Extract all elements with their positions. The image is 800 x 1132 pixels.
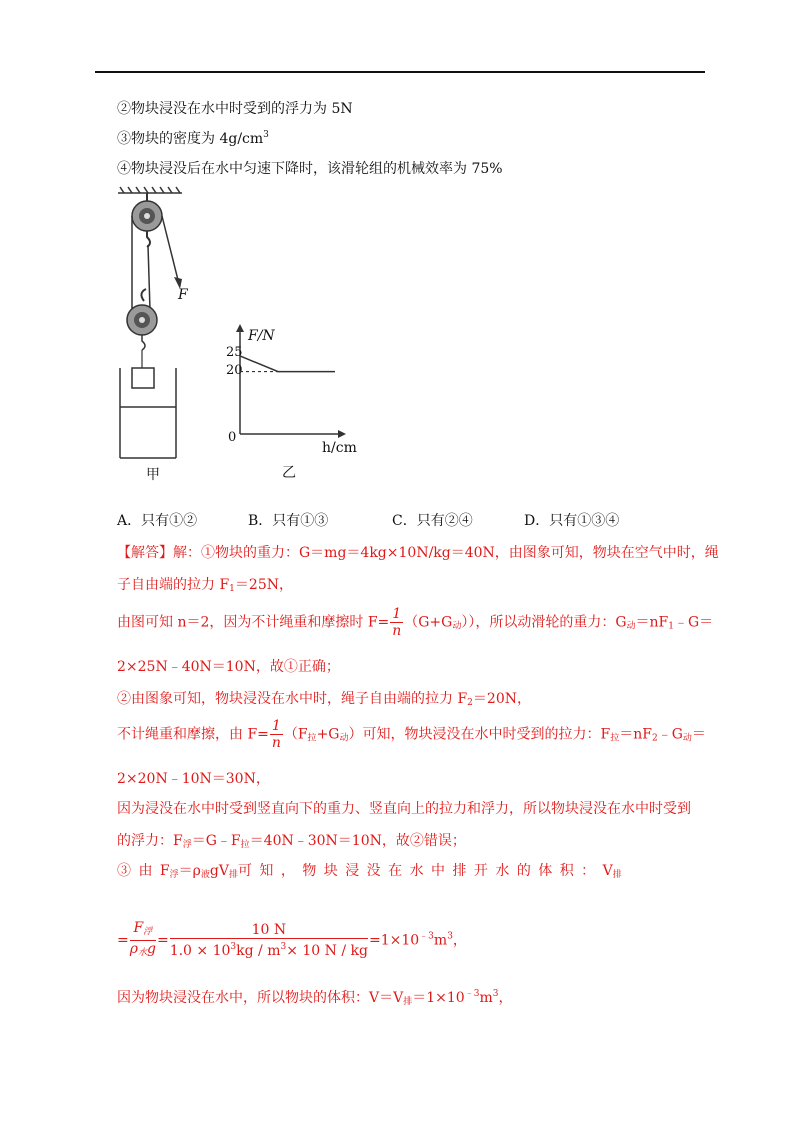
header-rule — [95, 71, 705, 73]
fixed-pulley — [132, 201, 162, 231]
pulley-figure — [110, 185, 210, 475]
option-a[interactable]: A．只有①② — [117, 513, 198, 529]
y-tick-25: 25 — [226, 345, 243, 360]
force-height-graph — [220, 322, 370, 462]
y-tick-20: 20 — [226, 363, 243, 378]
block — [132, 368, 154, 388]
answer-line-4: 2×25N﹣40N＝10N，故①正确； — [117, 659, 340, 675]
answer-line-3: 由图可知 n＝2，因为不计绳重和摩擦时 F= $\frac{1}{n}$ $(G+G_动)$），所以动滑轮的重力：$G_动=nF_1﹣G=$ — [117, 606, 714, 639]
y-axis — [236, 324, 244, 434]
statement-3: ③物块的密度为 $4g/cm^3$ — [117, 130, 269, 147]
answer-line-2: 子自由端的拉力 $F_1=25N$， — [117, 577, 293, 594]
movable-pulley — [127, 305, 157, 335]
answer-line-9: 的浮力：$F_浮=G﹣F_拉=40N﹣30N=10N$，故②错误； — [117, 833, 466, 850]
answer-line-1: 【解答】解：①物块的重力：G＝mg＝4kg×10N/kg＝40N，由图象可知，物块在空气中时，绳 — [117, 545, 719, 561]
series-line — [240, 356, 335, 372]
answer-line-8: 因为浸没在水中时受到竖直向下的重力、竖直向上的拉力和浮力，所以物块浸没在水中时受到 — [117, 801, 691, 817]
answer-line-7: 2×20N﹣10N＝30N， — [117, 771, 270, 787]
y-axis-label: F/N — [248, 328, 275, 344]
answer-line-6: 不计绳重和摩擦，由 F= $\frac{1}{n}$ $(F_拉+G_动)$可知，物块浸没在水中时受到的拉力：$F_拉=nF_2﹣G_动=$ — [117, 718, 706, 751]
x-axis — [240, 430, 346, 438]
force-label: F — [178, 287, 188, 303]
option-b[interactable]: B．只有①③ — [248, 513, 329, 529]
ceiling-hatch — [118, 187, 182, 193]
answer-line-12: 因为物块浸没在水中，所以物块的体积：$V=V_排=1\times 10^{﹣3}m^3$， — [117, 989, 513, 1007]
figure-caption-jia: 甲 — [146, 467, 160, 483]
answer-line-5: ②由图象可知，物块浸没在水中时，绳子自由端的拉力 $F_2=20N$， — [117, 691, 531, 708]
volume-equation: = $\frac{F_浮}{\rho_水g}$ = $\frac{10 N}{1.0 \times 10^3kg / m^3\times 10 N / kg}$ $=1\times 10^{﹣3}m^3$， — [117, 920, 467, 959]
option-d[interactable]: D．只有①③④ — [524, 513, 620, 529]
x-axis-label: h/cm — [322, 440, 357, 456]
option-c[interactable]: C．只有②④ — [392, 513, 473, 529]
statement-2: ②物块浸没在水中时受到的浮力为 5N — [117, 101, 353, 117]
statement-4: ④物块浸没后在水中匀速下降时，该滑轮组的机械效率为 75% — [117, 161, 503, 177]
origin-label: 0 — [228, 430, 237, 445]
answer-line-10: ③ 由 $F_浮=\rho_液gV_排$可 知 ， 物 块 浸 没 在 水 中 排 开 水 的 体 积 ： $V_排$ — [117, 863, 622, 880]
figure-caption-yi: 乙 — [282, 465, 296, 481]
